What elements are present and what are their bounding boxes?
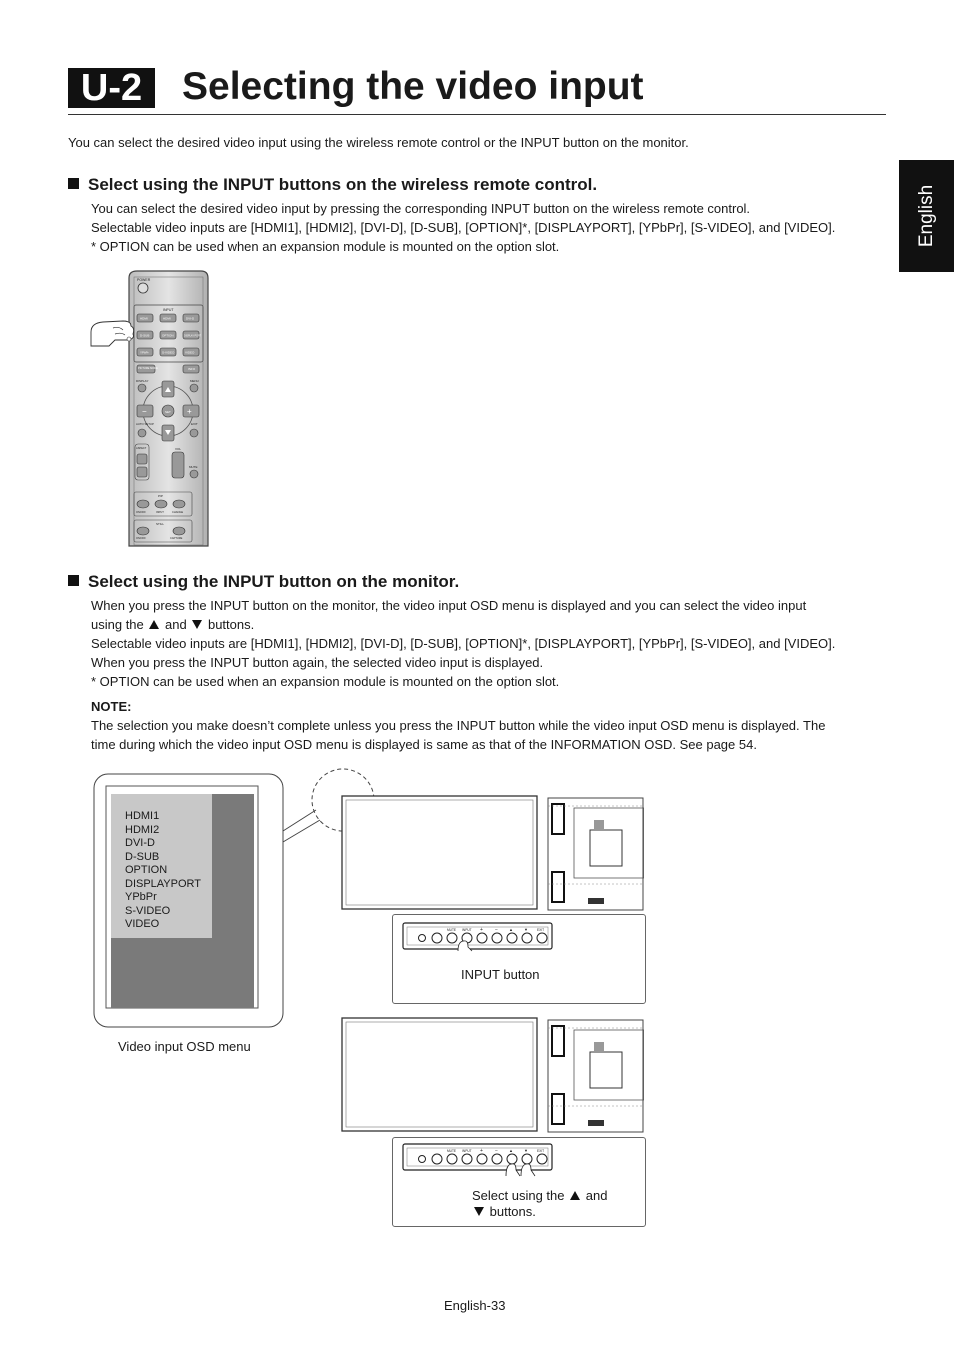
remote-picture-mode-label: PICTURE MODE <box>138 367 158 370</box>
remote-capture-label: CAPTURE <box>170 537 183 540</box>
osd-menu-item[interactable]: DISPLAYPORT <box>125 877 202 890</box>
osd-menu-list <box>125 810 201 932</box>
square-bullet-icon <box>68 575 79 586</box>
panel-plus-label: + <box>480 1148 483 1154</box>
remote-control-illustration <box>85 268 215 548</box>
panel-exit-label: EXIT <box>537 1149 545 1153</box>
down-triangle-icon <box>192 620 202 629</box>
intro-text: You can select the desired video input using the wireless remote control or the INPUT button on the monitor. <box>68 135 689 150</box>
remote-power-button <box>138 283 148 293</box>
osd-menu-item[interactable]: HDMI2 <box>125 823 160 836</box>
square-bullet-icon <box>68 178 79 189</box>
remote-hdmi1-label: HDMI <box>140 316 148 321</box>
language-tab <box>899 160 954 272</box>
monitor-para-4: When you press the INPUT button again, the selected video input is displayed. <box>91 655 544 670</box>
remote-para-2: Selectable video inputs are [HDMI1], [HDMI2], [DVI-D], [D-SUB], [OPTION]*, [DISPLAYPORT], [YPbPr], [S-VIDEO], and [VIDEO]. <box>91 220 836 235</box>
arrow-caption-mid: and <box>585 1188 608 1203</box>
input-button-caption: INPUT button <box>461 967 540 982</box>
remote-dvi-label: DVI-D <box>186 316 195 321</box>
monitor-para-5: * OPTION can be used when an expansion module is mounted on the option slot. <box>91 674 560 689</box>
monitor-para-3: Selectable video inputs are [HDMI1], [HDMI2], [DVI-D], [D-SUB], [OPTION]*, [DISPLAYPORT], [YPbPr], [S-VIDEO], and [VIDEO]. <box>91 636 836 651</box>
page-number: English-33 <box>444 1298 506 1313</box>
arrow-caption-pre: Select using the <box>472 1188 565 1203</box>
pointing-hand-icon <box>91 321 134 346</box>
section-heading-remote-text: Select using the INPUT buttons on the wireless remote control. <box>88 175 598 194</box>
remote-pip-label: PIP <box>158 494 163 498</box>
monitor-para-1: When you press the INPUT button on the monitor, the video input OSD menu is displayed and you can select the video input <box>91 598 807 613</box>
up-triangle-icon <box>570 1191 580 1200</box>
osd-menu-item[interactable]: HDMI1 <box>125 810 160 822</box>
panel-input-label: INPUT <box>462 928 472 932</box>
note-line-1: The selection you make doesn’t complete unless you press the INPUT button while the video input OSD menu is displayed. The <box>91 718 826 733</box>
osd-menu-item[interactable]: D-SUB <box>125 850 160 863</box>
section-badge: U-2 <box>68 68 155 108</box>
up-triangle-icon <box>149 620 159 629</box>
monitor-para-2-pre: using the <box>91 617 144 632</box>
remote-auto-setup-label: AUTO SETUP <box>136 422 154 426</box>
remote-set-label: SET <box>165 410 171 414</box>
panel-minus-label: − <box>495 1148 498 1154</box>
control-panel-illustration <box>402 921 554 953</box>
note-label: NOTE: <box>91 699 132 714</box>
panel-exit-label: EXIT <box>537 928 545 932</box>
remote-display-label: DISPLAY <box>136 379 149 383</box>
remote-hdmi2-label: HDMI <box>163 316 171 321</box>
osd-menu-item[interactable]: YPbPr <box>125 891 157 903</box>
remote-input-label: INPUT <box>163 308 174 312</box>
remote-power-label: POWER <box>137 278 151 282</box>
osd-menu-item[interactable]: VIDEO <box>125 918 160 930</box>
monitor-front-illustration <box>340 1016 540 1134</box>
remote-exit-label: EXIT <box>191 422 198 426</box>
section-heading-monitor <box>68 571 459 593</box>
remote-still-label: STILL <box>156 522 165 526</box>
remote-mute-label: MUTE <box>189 465 198 469</box>
remote-pip-change-label: CHANGE <box>172 511 184 514</box>
osd-menu-item[interactable]: OPTION <box>125 864 168 876</box>
page-title: Selecting the video input <box>182 65 644 108</box>
remote-info-label: INFO <box>188 367 196 371</box>
remote-displayport-label: DISPLAY PORT <box>184 334 202 338</box>
remote-vol-label: VOL <box>175 447 182 451</box>
language-tab-label: English <box>915 184 937 248</box>
remote-pip-onoff-label: ON/OFF <box>136 511 146 514</box>
remote-menu-label: MENU <box>190 379 199 383</box>
monitor-rear-illustration <box>544 794 644 912</box>
down-triangle-icon <box>474 1207 484 1216</box>
panel-plus-label: + <box>480 927 483 933</box>
osd-menu-item[interactable]: S-VIDEO <box>125 904 171 917</box>
remote-dsub-label: D-SUB <box>140 333 150 338</box>
arrow-caption-post: buttons. <box>489 1204 536 1219</box>
remote-svideo-label: S-VIDEO <box>162 350 175 355</box>
remote-para-1: You can select the desired video input by pressing the corresponding INPUT button on the wireless remote control. <box>91 201 751 216</box>
svg-text:+: + <box>187 407 192 416</box>
section-heading-monitor-text: Select using the INPUT button on the monitor. <box>88 572 460 591</box>
remote-para-3: * OPTION can be used when an expansion module is mounted on the option slot. <box>91 239 560 254</box>
arrow-buttons-caption <box>472 1188 607 1220</box>
remote-option-label: OPTION <box>162 333 174 338</box>
osd-menu-caption: Video input OSD menu <box>118 1039 251 1054</box>
monitor-front-illustration <box>340 794 540 912</box>
panel-minus-label: − <box>495 927 498 933</box>
panel-mute-label: MUTE <box>447 928 457 932</box>
panel-up-label: ▲ <box>509 927 513 932</box>
control-panel-illustration <box>402 1142 554 1178</box>
monitor-para-2-mid: and <box>165 617 187 632</box>
remote-pip-input-label: INPUT <box>156 511 164 514</box>
remote-aspect-label: ASPECT <box>136 447 147 450</box>
remote-ypbpr-label: YPbPr <box>140 350 149 355</box>
monitor-para-2 <box>91 615 254 634</box>
monitor-rear-illustration <box>544 1016 644 1134</box>
note-line-2: time during which the video input OSD menu is displayed is same as that of the INFORMATION OSD. See page 54. <box>91 737 757 752</box>
monitor-para-2-post: buttons. <box>207 617 255 632</box>
panel-input-label: INPUT <box>462 1149 472 1153</box>
remote-still-onoff-label: ON/OFF <box>136 537 146 540</box>
osd-menu-item[interactable]: DVI-D <box>125 837 155 849</box>
section-heading-remote <box>68 174 597 196</box>
title-rule <box>68 114 886 115</box>
remote-video-label: VIDEO <box>185 350 195 355</box>
panel-mute-label: MUTE <box>447 1149 457 1153</box>
panel-down-label: ▼ <box>524 927 528 932</box>
panel-up-label: ▲ <box>509 1148 513 1153</box>
svg-text:−: − <box>142 407 147 416</box>
panel-down-label: ▼ <box>524 1148 528 1153</box>
